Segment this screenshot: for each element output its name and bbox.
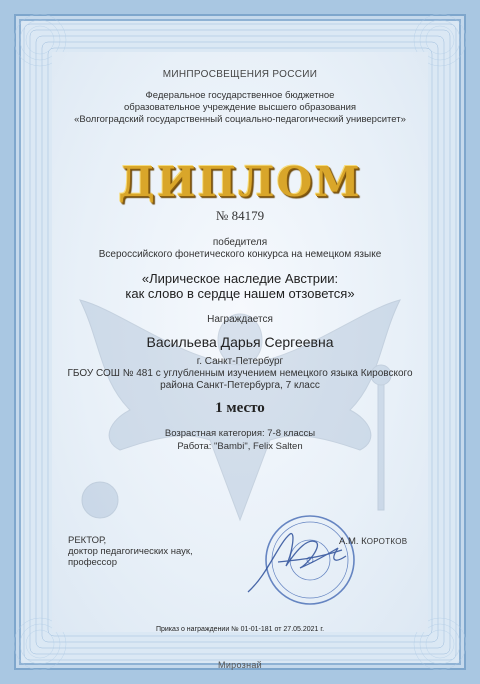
diploma-number: № 84179 bbox=[215, 208, 265, 223]
signer-surname: ОРОТКОВ bbox=[366, 537, 408, 546]
school-line: района Санкт-Петербурга, 7 класс bbox=[160, 380, 320, 391]
institution-line: образовательное учреждение высшего образования bbox=[123, 102, 357, 113]
footer-brand: Мирознай bbox=[218, 660, 262, 670]
place-result: 1 место bbox=[215, 400, 265, 416]
contest-line: «Лирическое наследие Австрии: bbox=[141, 271, 339, 286]
contest-name bbox=[0, 271, 480, 301]
awarded-label: Награждается bbox=[207, 314, 273, 325]
school-line: ГБОУ СОШ № 481 с углубленным изучением немецкого языка Кировского bbox=[67, 368, 413, 379]
winner-line: Всероссийского фонетического конкурса на немецком языке bbox=[98, 249, 382, 260]
rector-title bbox=[68, 535, 193, 568]
work-title: Работа: "Bambi", Felix Salten bbox=[177, 441, 303, 452]
rector-line: РЕКТОР, bbox=[68, 535, 107, 546]
rector-line: доктор педагогических наук, bbox=[68, 546, 193, 557]
rector-line: профессор bbox=[68, 557, 117, 568]
recipient-name: Васильева Дарья Сергеевна bbox=[146, 334, 334, 350]
school-info bbox=[0, 356, 480, 392]
university-seal-stamp bbox=[238, 504, 358, 616]
ministry-name: МИНПРОСВЕЩЕНИЯ РОССИИ bbox=[162, 69, 318, 80]
contest-line: как слово в сердце нашем отзовется» bbox=[125, 286, 355, 301]
winner-line: победителя bbox=[212, 237, 268, 248]
institution-name bbox=[0, 90, 480, 126]
institution-line: Федеральное государственное бюджетное bbox=[145, 90, 335, 101]
award-order: Приказ о награждении № 01-01-181 от 27.05.2021 г. bbox=[155, 626, 325, 633]
diploma-title: ДИПЛОМ bbox=[118, 158, 362, 206]
handwritten-signature bbox=[248, 534, 346, 592]
winner-statement bbox=[0, 237, 480, 261]
age-category: Возрастная категория: 7-8 классы bbox=[164, 428, 316, 439]
work-details bbox=[0, 427, 480, 453]
school-line: г. Санкт-Петербург bbox=[196, 356, 284, 367]
signer-initials: А.М. К bbox=[339, 536, 367, 547]
signer-name bbox=[339, 536, 407, 547]
institution-line: «Волгоградский государственный социально-педагогический университет» bbox=[74, 114, 406, 125]
